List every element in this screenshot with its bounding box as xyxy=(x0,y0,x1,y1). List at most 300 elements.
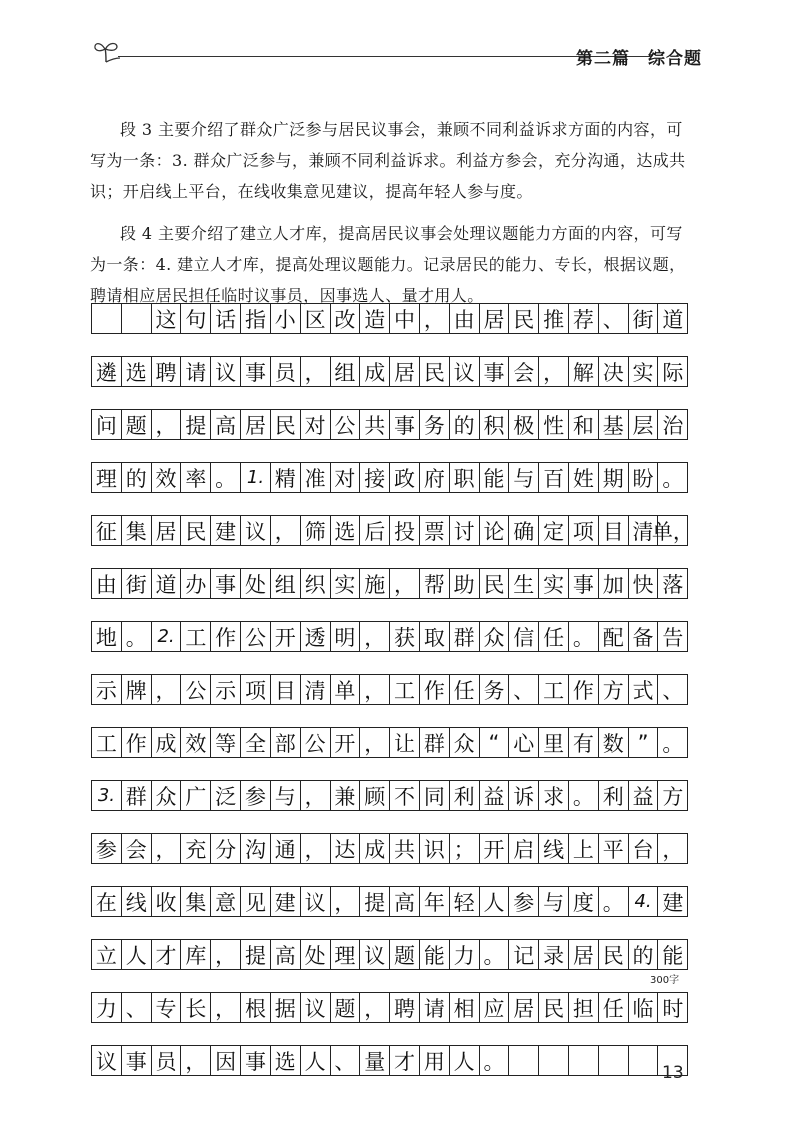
grid-cell: 工 xyxy=(390,674,420,705)
grid-cell: 。 xyxy=(211,462,241,493)
grid-cell: 众 xyxy=(450,727,480,758)
grid-cell: 选 xyxy=(331,515,361,546)
grid-row xyxy=(91,303,689,334)
grid-cell: 相 xyxy=(450,992,480,1023)
grid-cell: 让 xyxy=(390,727,420,758)
grid-cell: 平 xyxy=(599,833,629,864)
grid-cell: 决 xyxy=(599,356,629,387)
grid-cell: ， xyxy=(301,356,331,387)
grid-cell: 议 xyxy=(92,1045,122,1076)
grid-cell: 议 xyxy=(301,992,331,1023)
grid-cell: 专 xyxy=(152,992,182,1023)
grid-cell: 人 xyxy=(480,886,510,917)
grid-cell: 才 xyxy=(152,939,182,970)
grid-cell: 台 xyxy=(629,833,659,864)
grid-cell: ， xyxy=(211,992,241,1023)
paragraph-3-summary: 段 3 主要介绍了群众广泛参与居民议事会，兼顾不同利益诉求方面的内容，可写为一条：3. 群众广泛参与，兼顾不同利益诉求。利益方参会，充分沟通，达成共识；开启线上平台，在线收集意见建议，提高年轻人参与度。 xyxy=(90,120,686,201)
grid-cell: 题 xyxy=(390,939,420,970)
page-number: 13 xyxy=(662,1063,684,1083)
grid-cell: 议 xyxy=(360,939,390,970)
grid-cell: 问 xyxy=(92,409,122,440)
grid-cell: 4. xyxy=(629,886,659,917)
answer-grid xyxy=(91,303,694,1098)
grid-cell: 民 xyxy=(599,939,629,970)
grid-cell: 、 xyxy=(331,1045,361,1076)
grid-cell: 员 xyxy=(152,1045,182,1076)
grid-cell: 参 xyxy=(241,780,271,811)
grid-cell: 与 xyxy=(509,462,539,493)
grid-cell: 、 xyxy=(509,674,539,705)
grid-cell: 取 xyxy=(420,621,450,652)
grid-cell: 百 xyxy=(539,462,569,493)
grid-cell: 议 xyxy=(450,356,480,387)
grid-cell: 备 xyxy=(629,621,659,652)
grid-cell: 接 xyxy=(360,462,390,493)
grid-cell: 共 xyxy=(360,409,390,440)
grid-cell: 居 xyxy=(480,303,510,334)
grid-cell: 员 xyxy=(271,356,301,387)
grid-cell: 和 xyxy=(569,409,599,440)
grid-cell: 基 xyxy=(599,409,629,440)
grid-cell: 提 xyxy=(241,939,271,970)
grid-cell: 清 xyxy=(629,515,659,546)
grid-cell: 府 xyxy=(420,462,450,493)
grid-row xyxy=(91,462,689,493)
grid-cell: 事 xyxy=(390,409,420,440)
grid-row xyxy=(91,409,689,440)
grid-cell: 开 xyxy=(271,621,301,652)
grid-cell: 成 xyxy=(152,727,182,758)
sprout-icon xyxy=(92,38,122,64)
grid-cell xyxy=(629,1045,659,1076)
grid-cell: 工 xyxy=(539,674,569,705)
grid-cell: 事 xyxy=(241,356,271,387)
grid-cell: 。 xyxy=(599,886,629,917)
grid-cell: 处 xyxy=(301,939,331,970)
grid-cell: ， xyxy=(181,1045,211,1076)
grid-cell: 。 xyxy=(658,727,688,758)
grid-cell: 实 xyxy=(331,568,361,599)
grid-cell: 兼 xyxy=(331,780,361,811)
grid-cell: 任 xyxy=(539,621,569,652)
grid-cell: 录 xyxy=(539,939,569,970)
grid-cell: 、 xyxy=(599,303,629,334)
grid-cell: 开 xyxy=(480,833,510,864)
grid-cell: 有 xyxy=(569,727,599,758)
grid-cell: 益 xyxy=(629,780,659,811)
grid-cell: 高 xyxy=(271,939,301,970)
grid-cell: 民 xyxy=(509,303,539,334)
grid-cell: 单 xyxy=(331,674,361,705)
grid-cell: 请 xyxy=(420,992,450,1023)
grid-cell: 在 xyxy=(92,886,122,917)
grid-cell: 投 xyxy=(390,515,420,546)
grid-cell: 居 xyxy=(241,409,271,440)
grid-cell: 信 xyxy=(509,621,539,652)
grid-cell: 里 xyxy=(539,727,569,758)
grid-cell: 地 xyxy=(92,621,122,652)
grid-cell: 民 xyxy=(271,409,301,440)
grid-cell xyxy=(122,303,152,334)
grid-cell: 极 xyxy=(509,409,539,440)
grid-cell: 、 xyxy=(122,992,152,1023)
grid-cell: 处 xyxy=(241,568,271,599)
grid-cell: 高 xyxy=(390,886,420,917)
grid-cell: 助 xyxy=(450,568,480,599)
grid-cell: 理 xyxy=(331,939,361,970)
grid-cell: 治 xyxy=(658,409,688,440)
grid-cell: 诉 xyxy=(509,780,539,811)
grid-cell: 人 xyxy=(301,1045,331,1076)
grid-cell: 期 xyxy=(599,462,629,493)
grid-cell: 改 xyxy=(331,303,361,334)
header-rule xyxy=(118,56,652,57)
grid-cell: ， xyxy=(360,727,390,758)
grid-cell: 遴 xyxy=(92,356,122,387)
grid-cell: 提 xyxy=(360,886,390,917)
grid-cell: ， xyxy=(420,303,450,334)
grid-cell: ， xyxy=(152,409,182,440)
grid-cell: ， xyxy=(658,833,688,864)
grid-row xyxy=(91,727,689,758)
grid-cell: 顾 xyxy=(360,780,390,811)
grid-cell: 性 xyxy=(539,409,569,440)
grid-cell: 配 xyxy=(599,621,629,652)
grid-cell: 力 xyxy=(92,992,122,1023)
grid-row xyxy=(91,356,689,387)
grid-row xyxy=(91,1045,689,1076)
grid-cell: 效 xyxy=(152,462,182,493)
grid-cell: ， xyxy=(331,886,361,917)
grid-cell: 沟 xyxy=(241,833,271,864)
grid-cell: 2. xyxy=(152,621,182,652)
grid-cell: 句 xyxy=(181,303,211,334)
grid-cell: 能 xyxy=(480,462,510,493)
grid-cell: 际 xyxy=(658,356,688,387)
grid-cell: 轻 xyxy=(450,886,480,917)
grid-cell: 人 xyxy=(450,1045,480,1076)
grid-cell xyxy=(569,1045,599,1076)
grid-cell xyxy=(539,1045,569,1076)
grid-cell: 作 xyxy=(211,621,241,652)
grid-cell: 作 xyxy=(122,727,152,758)
grid-cell: 施 xyxy=(360,568,390,599)
grid-cell: ， xyxy=(301,833,331,864)
grid-cell: 力 xyxy=(450,939,480,970)
grid-cell: 民 xyxy=(181,515,211,546)
grid-cell: 能 xyxy=(420,939,450,970)
grid-cell: 启 xyxy=(509,833,539,864)
grid-cell: 通 xyxy=(271,833,301,864)
grid-cell: 利 xyxy=(599,780,629,811)
grid-cell: 的 xyxy=(629,939,659,970)
grid-cell: 清 xyxy=(301,674,331,705)
grid-cell: 政 xyxy=(390,462,420,493)
grid-cell: ， xyxy=(211,939,241,970)
grid-cell: 公 xyxy=(181,674,211,705)
grid-cell: 公 xyxy=(301,727,331,758)
grid-cell: 识 xyxy=(420,833,450,864)
grid-cell: 。 xyxy=(658,462,688,493)
grid-cell: 开 xyxy=(331,727,361,758)
grid-cell: 议 xyxy=(211,356,241,387)
grid-cell: “ xyxy=(480,727,510,758)
grid-cell: 示 xyxy=(92,674,122,705)
grid-cell: 层 xyxy=(629,409,659,440)
grid-cell: 集 xyxy=(122,515,152,546)
grid-cell: 。 xyxy=(122,621,152,652)
grid-cell: 分 xyxy=(211,833,241,864)
grid-cell: 益 xyxy=(480,780,510,811)
grid-cell: 担 xyxy=(569,992,599,1023)
grid-cell: 征 xyxy=(92,515,122,546)
grid-cell: 荐 xyxy=(569,303,599,334)
grid-cell: 作 xyxy=(569,674,599,705)
grid-cell: 公 xyxy=(241,621,271,652)
grid-cell: 积 xyxy=(480,409,510,440)
grid-cell: 事 xyxy=(480,356,510,387)
grid-cell: 方 xyxy=(658,780,688,811)
grid-cell: 后 xyxy=(360,515,390,546)
grid-cell: 题 xyxy=(122,409,152,440)
grid-cell: 的 xyxy=(122,462,152,493)
grid-cell: 居 xyxy=(509,992,539,1023)
grid-cell: 人 xyxy=(122,939,152,970)
grid-cell: 成 xyxy=(360,833,390,864)
grid-cell: 民 xyxy=(539,992,569,1023)
grid-cell: 讨 xyxy=(450,515,480,546)
grid-cell: 共 xyxy=(390,833,420,864)
grid-cell: 实 xyxy=(629,356,659,387)
grid-cell: 用 xyxy=(420,1045,450,1076)
grid-cell: 参 xyxy=(509,886,539,917)
grid-cell: 居 xyxy=(569,939,599,970)
grid-cell: 成 xyxy=(360,356,390,387)
grid-cell: 加 xyxy=(599,568,629,599)
grid-cell: 充 xyxy=(181,833,211,864)
grid-cell: 求 xyxy=(539,780,569,811)
grid-cell: 这 xyxy=(152,303,182,334)
word-count-label: 300字 xyxy=(650,975,680,986)
grid-cell: 意 xyxy=(211,886,241,917)
grid-cell: 立 xyxy=(92,939,122,970)
grid-row xyxy=(91,939,689,970)
grid-row xyxy=(91,886,689,917)
grid-cell: ， xyxy=(301,780,331,811)
grid-cell: 盼 xyxy=(629,462,659,493)
grid-cell: 参 xyxy=(92,833,122,864)
grid-cell: 务 xyxy=(480,674,510,705)
grid-cell: 利 xyxy=(450,780,480,811)
grid-cell: 定 xyxy=(539,515,569,546)
grid-cell: 由 xyxy=(92,568,122,599)
grid-cell: 居 xyxy=(152,515,182,546)
grid-cell: 长 xyxy=(181,992,211,1023)
grid-cell: 与 xyxy=(539,886,569,917)
grid-cell: 数 xyxy=(599,727,629,758)
grid-cell: 聘 xyxy=(390,992,420,1023)
grid-cell: 精 xyxy=(271,462,301,493)
grid-cell: 确 xyxy=(509,515,539,546)
grid-cell: 同 xyxy=(420,780,450,811)
grid-cell: 式 xyxy=(629,674,659,705)
grid-cell: 。 xyxy=(480,939,510,970)
grid-cell: 事 xyxy=(241,1045,271,1076)
grid-cell: 请 xyxy=(181,356,211,387)
grid-cell: 任 xyxy=(450,674,480,705)
grid-cell: 与 xyxy=(271,780,301,811)
grid-cell: 广 xyxy=(181,780,211,811)
grid-cell: 泛 xyxy=(211,780,241,811)
grid-cell: 集 xyxy=(181,886,211,917)
grid-cell: 对 xyxy=(331,462,361,493)
grid-cell: ， xyxy=(390,568,420,599)
grid-cell: 因 xyxy=(211,1045,241,1076)
grid-cell: 提 xyxy=(181,409,211,440)
grid-cell: 事 xyxy=(122,1045,152,1076)
grid-cell: 见 xyxy=(241,886,271,917)
grid-cell: 高 xyxy=(211,409,241,440)
grid-cell: 应 xyxy=(480,992,510,1023)
grid-cell: 。 xyxy=(480,1045,510,1076)
grid-cell: 组 xyxy=(331,356,361,387)
grid-cell: 项 xyxy=(241,674,271,705)
grid-cell xyxy=(509,1045,539,1076)
grid-cell: 道 xyxy=(152,568,182,599)
grid-cell: 线 xyxy=(122,886,152,917)
grid-cell: 目 xyxy=(271,674,301,705)
grid-cell: 。 xyxy=(569,780,599,811)
grid-cell: ， xyxy=(539,356,569,387)
grid-cell: 民 xyxy=(480,568,510,599)
grid-cell: 1. xyxy=(241,462,271,493)
grid-cell: 达 xyxy=(331,833,361,864)
grid-cell: 才 xyxy=(390,1045,420,1076)
grid-cell: 居 xyxy=(390,356,420,387)
grid-cell: 全 xyxy=(241,727,271,758)
grid-cell: 组 xyxy=(271,568,301,599)
grid-cell: 中 xyxy=(390,303,420,334)
grid-cell: 上 xyxy=(569,833,599,864)
grid-cell: 库 xyxy=(181,939,211,970)
grid-cell: 建 xyxy=(211,515,241,546)
grid-cell: ； xyxy=(450,833,480,864)
grid-cell: 方 xyxy=(599,674,629,705)
grid-cell: 任 xyxy=(599,992,629,1023)
grid-cell: 议 xyxy=(241,515,271,546)
grid-cell: 小 xyxy=(271,303,301,334)
grid-cell: 群 xyxy=(420,727,450,758)
grid-cell: 事 xyxy=(569,568,599,599)
grid-cell: 作 xyxy=(420,674,450,705)
grid-cell: 论 xyxy=(480,515,510,546)
grid-cell: 度 xyxy=(569,886,599,917)
grid-cell: ， xyxy=(360,992,390,1023)
grid-cell: 、 xyxy=(658,674,688,705)
grid-cell: 生 xyxy=(509,568,539,599)
grid-cell: 效 xyxy=(181,727,211,758)
grid-cell: 记 xyxy=(509,939,539,970)
grid-cell: 指 xyxy=(241,303,271,334)
page-header xyxy=(92,38,702,78)
grid-cell: 街 xyxy=(629,303,659,334)
grid-cell: ， xyxy=(271,515,301,546)
grid-cell: 快 xyxy=(629,568,659,599)
grid-cell: 会 xyxy=(122,833,152,864)
grid-cell: 实 xyxy=(539,568,569,599)
grid-cell: 临 xyxy=(629,992,659,1023)
grid-cell: 建 xyxy=(271,886,301,917)
grid-row xyxy=(91,992,689,1023)
grid-cell: 能 xyxy=(658,939,688,970)
grid-cell: 告 xyxy=(658,621,688,652)
grid-cell: 建 xyxy=(658,886,688,917)
paragraph-4-summary: 段 4 主要介绍了建立人才库，提高居民议事会处理议题能力方面的内容，可写为一条：4. 建立人才库，提高处理议题能力。记录居民的能力、专长，根据议题，聘请相应居民担任临时议事员，因事选人、量才用人。 xyxy=(90,224,686,305)
grid-cell: 选 xyxy=(122,356,152,387)
grid-cell: 量 xyxy=(360,1045,390,1076)
grid-cell: 事 xyxy=(211,568,241,599)
grid-cell: ” xyxy=(629,727,659,758)
grid-cell: 务 xyxy=(420,409,450,440)
grid-cell: 等 xyxy=(211,727,241,758)
grid-cell: 姓 xyxy=(569,462,599,493)
grid-cell: 根 xyxy=(241,992,271,1023)
grid-cell: 职 xyxy=(450,462,480,493)
grid-cell: 部 xyxy=(271,727,301,758)
grid-cell: ， xyxy=(152,833,182,864)
grid-row xyxy=(91,833,689,864)
grid-row xyxy=(91,674,689,705)
grid-cell: 明 xyxy=(331,621,361,652)
grid-cell: 工 xyxy=(181,621,211,652)
grid-row xyxy=(91,568,689,599)
grid-cell: 区 xyxy=(301,303,331,334)
grid-cell: 选 xyxy=(271,1045,301,1076)
grid-cell: 题 xyxy=(331,992,361,1023)
grid-cell: 准 xyxy=(301,462,331,493)
grid-cell: 理 xyxy=(92,462,122,493)
grid-cell: 线 xyxy=(539,833,569,864)
grid-cell: 不 xyxy=(390,780,420,811)
grid-cell: 帮 xyxy=(420,568,450,599)
grid-cell: 众 xyxy=(480,621,510,652)
grid-cell: 单， xyxy=(658,515,688,546)
grid-cell: 据 xyxy=(271,992,301,1023)
grid-row xyxy=(91,621,689,652)
grid-cell: 群 xyxy=(122,780,152,811)
grid-cell: 众 xyxy=(152,780,182,811)
grid-cell: 的 xyxy=(450,409,480,440)
grid-cell: 织 xyxy=(301,568,331,599)
grid-cell: 由 xyxy=(450,303,480,334)
grid-cell: ， xyxy=(152,674,182,705)
grid-cell: 时 xyxy=(658,992,688,1023)
grid-cell: 筛 xyxy=(301,515,331,546)
grid-row xyxy=(91,780,689,811)
grid-cell: 牌 xyxy=(122,674,152,705)
grid-row xyxy=(91,515,694,546)
grid-cell: 工 xyxy=(92,727,122,758)
grid-cell: 办 xyxy=(181,568,211,599)
grid-cell: 对 xyxy=(301,409,331,440)
grid-cell: 3. xyxy=(92,780,122,811)
grid-cell: 聘 xyxy=(152,356,182,387)
grid-cell: 群 xyxy=(450,621,480,652)
grid-cell: 造 xyxy=(360,303,390,334)
grid-cell: 示 xyxy=(211,674,241,705)
grid-cell: 目 xyxy=(599,515,629,546)
grid-cell: 项 xyxy=(569,515,599,546)
